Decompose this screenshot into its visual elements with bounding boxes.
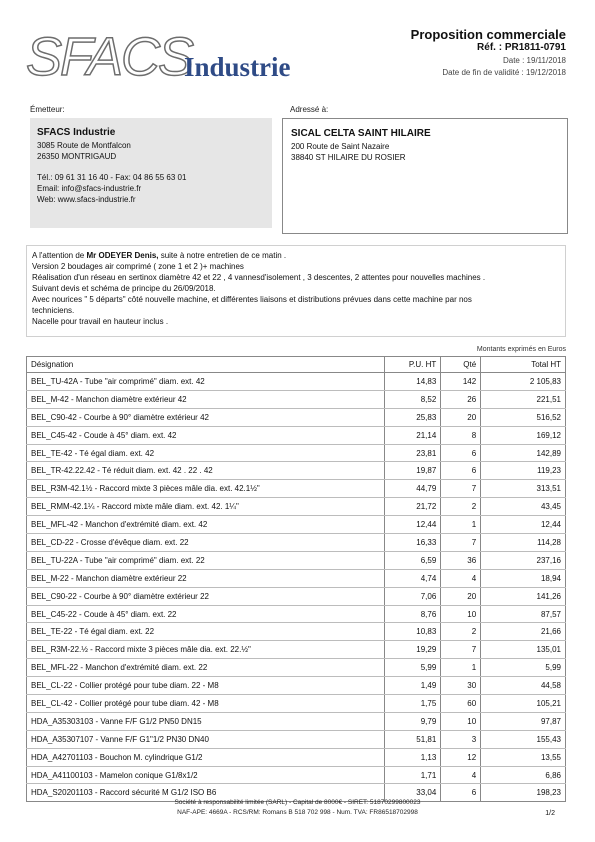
table-row [27,766,566,784]
proposal-description [26,245,566,337]
item-quantity: 8 [441,426,481,444]
item-total: 142,89 [481,444,566,462]
item-unit-price: 14,83 [385,373,441,391]
item-unit-price: 51,81 [385,730,441,748]
column-header-total: Total HT [481,357,566,373]
item-total: 135,01 [481,641,566,659]
item-unit-price: 1,13 [385,748,441,766]
description-line: Suivant devis et schéma de principe du 26/09/2018. [32,284,216,293]
item-designation: BEL_M-42 - Manchon diamètre extérieur 42 [27,390,385,408]
emitter-address-line1: 3085 Route de Montfalcon [37,141,131,150]
table-row [27,623,566,641]
item-unit-price: 7,06 [385,587,441,605]
item-quantity: 7 [441,534,481,552]
table-row [27,569,566,587]
item-total: 44,58 [481,677,566,695]
table-row [27,659,566,677]
item-designation: BEL_MFL-42 - Manchon d'extrémité diam. ext. 42 [27,516,385,534]
item-designation: HDA_A42701103 - Bouchon M. cylindrique G1/2 [27,748,385,766]
item-total: 313,51 [481,480,566,498]
item-quantity: 30 [441,677,481,695]
emitter-label: Émetteur: [30,105,65,114]
table-row [27,748,566,766]
item-unit-price: 23,81 [385,444,441,462]
item-designation: HDA_A35307107 - Vanne F/F G1"1/2 PN30 DN40 [27,730,385,748]
item-designation: BEL_TR-42.22.42 - Té réduit diam. ext. 42 . 22 . 42 [27,462,385,480]
item-designation: HDA_S20201103 - Raccord sécurité M G1/2 ISO B6 [27,784,385,802]
item-designation: BEL_R3M-22.½ - Raccord mixte 3 pièces mâle dia. ext. 22.½" [27,641,385,659]
item-designation: BEL_C45-42 - Coude à 45° diam. ext. 42 [27,426,385,444]
table-row [27,551,566,569]
currency-note: Montants exprimés en Euros [476,346,566,353]
item-quantity: 6 [441,784,481,802]
item-unit-price: 1,75 [385,695,441,713]
attention-line [32,250,560,261]
item-quantity: 3 [441,730,481,748]
item-total: 114,28 [481,534,566,552]
table-row [27,480,566,498]
table-row [27,373,566,391]
column-header-quantity: Qté [441,357,481,373]
item-designation: BEL_C45-22 - Coude à 45° diam. ext. 22 [27,605,385,623]
table-row [27,462,566,480]
recipient-name: SICAL CELTA SAINT HILAIRE [291,128,431,139]
table-row [27,444,566,462]
column-header-designation: Désignation [27,357,385,373]
item-designation: BEL_TU-22A - Tube "air comprimé" diam. ext. 22 [27,551,385,569]
document-reference: Réf. : PR1811-0791 [477,42,566,53]
item-designation: BEL_CD-22 - Crosse d'évêque diam. ext. 22 [27,534,385,552]
item-total: 43,45 [481,498,566,516]
item-quantity: 20 [441,408,481,426]
item-total: 516,52 [481,408,566,426]
item-quantity: 1 [441,659,481,677]
table-row [27,534,566,552]
item-designation: BEL_CL-22 - Collier protégé pour tube diam. 22 - M8 [27,677,385,695]
item-total: 119,23 [481,462,566,480]
item-quantity: 36 [441,551,481,569]
item-unit-price: 8,52 [385,390,441,408]
emitter-website: Web: www.sfacs-industrie.fr [37,195,136,204]
table-row [27,587,566,605]
item-designation: BEL_C90-42 - Courbe à 90° diamètre extérieur 42 [27,408,385,426]
attention-suffix: suite à notre entretien de ce matin . [158,251,287,260]
recipient-box [282,118,568,234]
item-designation: BEL_R3M-42.1½ - Raccord mixte 3 pièces mâle dia. ext. 42.1½" [27,480,385,498]
item-quantity: 7 [441,480,481,498]
item-designation: BEL_M-22 - Manchon diamètre extérieur 22 [27,569,385,587]
item-total: 198,23 [481,784,566,802]
item-total: 169,12 [481,426,566,444]
table-row [27,712,566,730]
logo-subtitle: Industrie [184,52,291,82]
item-unit-price: 9,79 [385,712,441,730]
item-unit-price: 21,72 [385,498,441,516]
item-unit-price: 8,76 [385,605,441,623]
item-unit-price: 25,83 [385,408,441,426]
table-row [27,426,566,444]
emitter-box [30,118,272,228]
item-quantity: 142 [441,373,481,391]
item-unit-price: 19,87 [385,462,441,480]
item-total: 12,44 [481,516,566,534]
item-designation: BEL_RMM-42.1¼ - Raccord mixte mâle diam. ext. 42. 1¼" [27,498,385,516]
item-quantity: 6 [441,444,481,462]
item-quantity: 2 [441,498,481,516]
table-row [27,730,566,748]
item-quantity: 1 [441,516,481,534]
item-quantity: 10 [441,712,481,730]
attention-prefix: A l'attention de [32,251,87,260]
item-quantity: 26 [441,390,481,408]
item-quantity: 60 [441,695,481,713]
item-total: 237,16 [481,551,566,569]
page-number: 1/2 [545,810,555,817]
table-header-row [27,357,566,373]
description-line: Avec nourices " 5 départs" côté nouvelle machine, et différentes liaisons et distributions prévues dans cette machine par nos [32,295,472,304]
validity-date: Date de fin de validité : 19/12/2018 [442,68,566,77]
description-line: Version 2 boudages air comprimé ( zone 1 et 2 )+ machines [32,262,244,271]
item-unit-price: 5,99 [385,659,441,677]
table-row [27,641,566,659]
item-total: 105,21 [481,695,566,713]
item-designation: BEL_TE-42 - Té égal diam. ext. 42 [27,444,385,462]
item-unit-price: 1,49 [385,677,441,695]
table-row [27,677,566,695]
emitter-phone: Tél.: 09 61 31 16 40 - Fax: 04 86 55 63 01 [37,173,187,182]
item-total: 141,26 [481,587,566,605]
item-designation: BEL_MFL-22 - Manchon d'extrémité diam. ext. 22 [27,659,385,677]
item-total: 18,94 [481,569,566,587]
recipient-address-line1: 200 Route de Saint Nazaire [291,142,390,151]
table-row [27,390,566,408]
attention-name: Mr ODEYER Denis, [86,251,159,260]
item-total: 155,43 [481,730,566,748]
item-designation: BEL_C90-22 - Courbe à 90° diamètre extérieur 22 [27,587,385,605]
item-unit-price: 16,33 [385,534,441,552]
item-unit-price: 19,29 [385,641,441,659]
item-designation: HDA_A35303103 - Vanne F/F G1/2 PN50 DN15 [27,712,385,730]
item-designation: BEL_TE-22 - Té égal diam. ext. 22 [27,623,385,641]
item-quantity: 12 [441,748,481,766]
item-total: 21,66 [481,623,566,641]
item-quantity: 10 [441,605,481,623]
table-row [27,516,566,534]
item-quantity: 7 [441,641,481,659]
item-unit-price: 33,04 [385,784,441,802]
item-total: 5,99 [481,659,566,677]
item-quantity: 20 [441,587,481,605]
emitter-address-line2: 26350 MONTRIGAUD [37,152,117,161]
description-line: Nacelle pour travail en hauteur inclus . [32,317,169,326]
item-unit-price: 4,74 [385,569,441,587]
item-unit-price: 12,44 [385,516,441,534]
footer-legal-line1: Société à responsabilité limitée (SARL) - Capital de 8000€ - SIRET: 51870299800023 [174,799,421,806]
footer-legal-line2: NAF-APE: 4669A - RCS/RM: Romans B 518 702 998 - Num. TVA: FR86518702998 [177,809,418,816]
table-row [27,695,566,713]
item-total: 2 105,83 [481,373,566,391]
emitter-email: Email: info@sfacs-industrie.fr [37,184,142,193]
item-designation: HDA_A41100103 - Mamelon conique G1/8x1/2 [27,766,385,784]
table-row [27,605,566,623]
item-unit-price: 1,71 [385,766,441,784]
document-date: Date : 19/11/2018 [502,56,566,65]
emitter-name: SFACS Industrie [37,127,116,138]
table-row [27,408,566,426]
line-items-table [26,356,566,802]
recipient-label: Adressé à: [290,105,329,114]
logo-mark: SFACS [26,27,193,87]
document-title: Proposition commerciale [410,27,566,42]
item-quantity: 4 [441,766,481,784]
item-total: 87,57 [481,605,566,623]
item-total: 221,51 [481,390,566,408]
item-unit-price: 6,59 [385,551,441,569]
item-unit-price: 21,14 [385,426,441,444]
item-quantity: 6 [441,462,481,480]
description-line: Réalisation d'un réseau en sertinox diamètre 42 et 22 , 4 vannesd'isolement , 3 descentes, 2 attentes pour nouvelles machines . [32,273,486,282]
item-designation: BEL_CL-42 - Collier protégé pour tube diam. 42 - M8 [27,695,385,713]
item-unit-price: 10,83 [385,623,441,641]
item-total: 6,86 [481,766,566,784]
company-logo [26,27,316,90]
column-header-unit-price: P.U. HT [385,357,441,373]
table-row [27,498,566,516]
recipient-address-line2: 38840 ST HILAIRE DU ROSIER [291,153,406,162]
item-total: 13,55 [481,748,566,766]
item-quantity: 4 [441,569,481,587]
item-designation: BEL_TU-42A - Tube "air comprimé" diam. ext. 42 [27,373,385,391]
item-unit-price: 44,79 [385,480,441,498]
item-quantity: 2 [441,623,481,641]
item-total: 97,87 [481,712,566,730]
description-line: techniciens. [32,306,75,315]
